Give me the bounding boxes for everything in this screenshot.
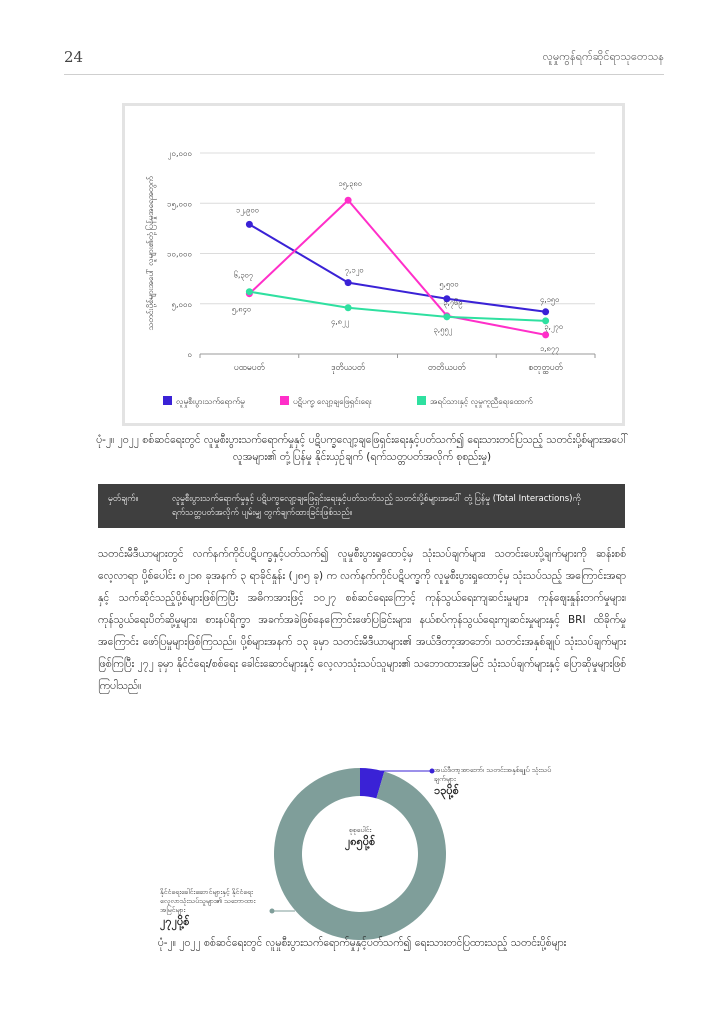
x-tick-label: တတိယပတ် (427, 363, 466, 373)
figure-caption-2: ပုံ-၂။ ၂၀၂၂ စစ်ဆင်ရေးတွင် လူမှုစီးပွားသက်ရောက်မှုနှင့်ပတ်သက်၍ ရေးသားတင်ပြထားသည့် သတင်းပို့စ်များ (157, 937, 567, 949)
donut-upper-label (434, 766, 554, 800)
note-text: လူမှုစီးပွားသက်ရောက်မှုနှင့် ပဋိပက္ခလျော့ချဖြေရှင်းရေးနှင့်ပတ်သက်သည့် သတင်းပို့စ်များအပေါ် တုံ့ပြန်မှု (Total Interactions)ကို ရက်သတ္တပတ်အလိုက် ပျမ်းမျှ တွက်ချက်ထားခြင်းဖြစ်သည်။ (172, 494, 581, 518)
donut-chart (160, 756, 620, 941)
donut-lower-text: နိုင်ငံရေးခေါင်းဆောင်များနှင့် နိုင်ငံရေးလေ့လာသုံးသပ်သူများ၏ သဘောထားအမြင်များ (160, 888, 256, 914)
lower-leader-dot (270, 909, 275, 914)
data-label: ၁,၈၇၇ (539, 343, 560, 353)
x-tick-label: စတုတ္ထပတ် (528, 363, 563, 373)
donut-center-value: ၂၈၅ပို့စ် (344, 835, 376, 848)
y-tick-label: ၁၀,၀၀၀ (166, 249, 192, 259)
data-label: ၃,၅၅၂ (433, 324, 453, 334)
line-chart (122, 103, 625, 426)
x-tick-label: ပထမပတ် (233, 363, 265, 373)
donut-lower-value: ၂၇၂ပို့စ် (160, 915, 190, 928)
data-point (246, 288, 253, 295)
y-tick-label: ၂၀,၀၀၀ (167, 149, 192, 158)
data-label: ၅,၈၄၀ (231, 304, 252, 314)
data-label: ၃,၂၇၀ (544, 321, 563, 331)
note-label: မှတ်ချက်။ (108, 494, 139, 504)
data-label: ၇,၁၂၀ (344, 265, 364, 275)
donut-upper-text: အယ်ဒီတာ့အာဘော်၊ သတင်းအနှစ်ချုပ် သုံးသပ်ချက်များ (434, 766, 552, 783)
data-point (443, 313, 450, 320)
legend-swatch (163, 396, 172, 405)
data-point (345, 304, 352, 311)
running-title: လူမှုကွန်ရက်ဆိုင်ရာသုတေသန (542, 50, 664, 63)
donut-center-label (300, 826, 420, 851)
legend-label: လူမှုစီးပွားသက်ရောက်မှု (176, 397, 245, 406)
data-label: ၃,၇၆၉ (443, 297, 463, 307)
y-tick-label: ၀ (187, 350, 192, 359)
series-line (249, 200, 545, 335)
note-box (98, 484, 625, 528)
y-tick-label: ၁၅,၀၀၀ (166, 199, 192, 209)
donut-slice (274, 768, 446, 940)
donut-lower-label (160, 888, 270, 931)
data-label: ၅,၅၀၀ (439, 279, 459, 289)
data-point (345, 197, 352, 204)
line-chart-svg (125, 106, 622, 423)
data-point (542, 331, 549, 338)
donut-center-text: စုစုပေါင်း (348, 826, 372, 834)
legend-label: အရပ်သားနှင့် လူမှုကူညီရေးထောက် (430, 397, 533, 406)
data-label: ၆,၃၀၇ (233, 270, 254, 280)
donut-upper-value: ၁၃ပို့စ် (434, 784, 459, 797)
data-point (542, 308, 549, 315)
figure-caption-1: ပုံ-၂။ ၂၀၂၂ စစ်ဆင်ရေးတွင် လူမှုစီးပွားသက်ရောက်မှုနှင့် ပဋိပက္ခလျော့ချဖြေရှင်းရေးနှင့်ပတ်သက်၍ ရေးသားတင်ပြသည့် သတင်းပို့စ်များအပေါ် လူအများ၏ တုံ့ပြန်မှု နိုင်းယှဉ်ချက် (ရက်သတ္တပတ်အလိုက် စုစည်းမှု) (96, 434, 628, 463)
page-number: 24 (64, 48, 84, 66)
legend-swatch (280, 396, 289, 405)
y-axis-label: သတင်းပို့စ်များအပေါ် လူများ၏တုံ့ပြန်မှုအရေအတွက် (146, 176, 155, 331)
page-header (64, 46, 664, 75)
data-label: ၁၂,၉၀၀ (235, 205, 259, 215)
body-paragraph: သတင်းမီဒီယာများတွင် လက်နက်ကိုင်ပဋိပက္ခနှင့်ပတ်သက်၍ လူမှုစီးပွားရှုထောင့်မှ သုံးသပ်ချက်များ၊ သတင်းပေးပို့ချက်များကို ဆန်းစစ်လေ့လာရာ ပို့စ်ပေါင်း ၈၂၁၈ ခုအနက် ၃ ရာခိုင်နှုန်း (၂၈၅ ခု) က လက်နက်ကိုင်ပဋိပက္ခကို လူမှုစီးပွားရှုထောင့်မှ သုံးသပ်သည့် အကြောင်းအရာနှင့် သက်ဆိုင်သည့်ပို့စ်များဖြစ်ကြပြီး အဓိကအားဖြင့် ၁၀၂၇ စစ်ဆင်ရေးကြောင့် ကုန်သွယ်ရေးကျဆင်းမှုများ၊ ကုန်ဈေးနှုန်းတက်မှုများ၊ ကုန်သွယ်ရေးပိတ်ဆို့မှုများ၊ စားနပ်ရိက္ခာ အခက်အခဲဖြစ်နေကြောင်းဖော်ပြခြင်းများ၊ နယ်စပ်ကုန်သွယ်ရေးကျဆင်းမှုများနှင့် BRI ထိခိုက်မှုအကြောင်း ဖော်ပြမှုများဖြစ်ကြသည်။ ပို့စ်များအနက် ၁၃ ခုမှာ သတင်းမီဒီယာများ၏ အယ်ဒီတာ့အာဘော်၊ သတင်းအနှစ်ချုပ် သုံးသပ်ချက်များဖြစ်ကြပြီး ၂၇၂ ခုမှာ နိုင်ငံရေး/စစ်ရေး ခေါင်းဆောင်များနှင့် လေ့လာသုံးသပ်သူများ၏ သဘောထားအမြင် သုံးသပ်ချက်များနှင့် ပြောဆိုမှုများဖြစ်ကြပါသည်။ (98, 548, 626, 692)
legend-swatch (417, 396, 426, 405)
y-tick-label: ၅,၀၀၀ (171, 299, 192, 309)
data-point (345, 279, 352, 286)
data-label: ၁၅,၃၈၀ (338, 179, 362, 189)
legend-label: ပဋိပက္ခ လျော့ချဖြေရှင်းရေး (293, 397, 372, 406)
x-tick-label: ဒုတိယပတ် (331, 363, 366, 373)
data-label: ၄,၈၂၂ (330, 316, 350, 326)
data-point (246, 221, 253, 228)
data-label: ၄,၁၅၀ (539, 294, 560, 304)
